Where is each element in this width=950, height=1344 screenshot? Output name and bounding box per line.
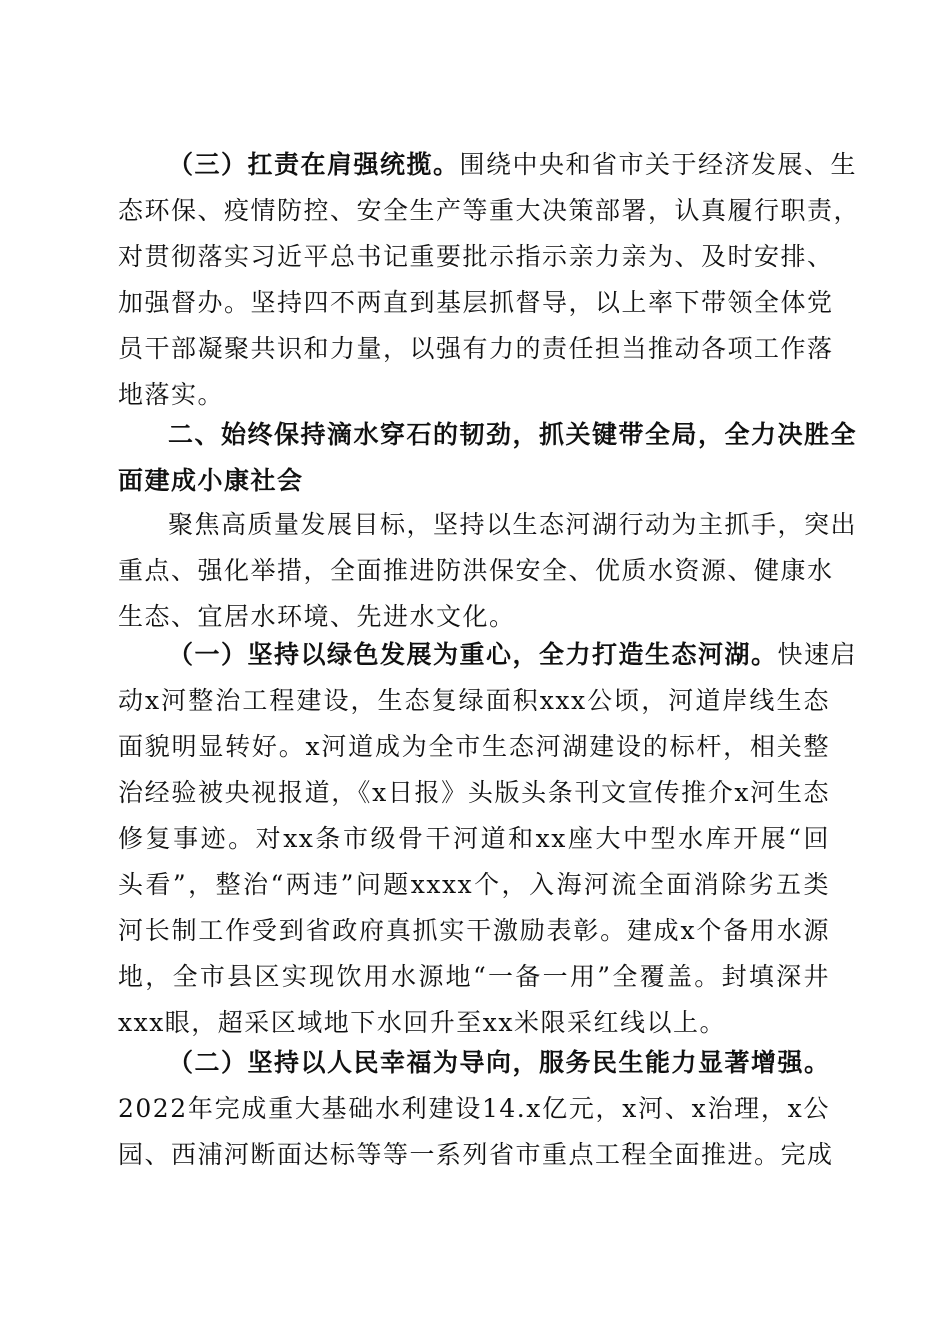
paragraph-line: 生态、宜居水环境、先进水文化。: [118, 602, 516, 631]
paragraph-line: 聚焦高质量发展目标，坚持以生态河湖行动为主抓手，突出: [168, 510, 858, 539]
paragraph-intro: [118, 502, 858, 640]
paragraph-line: [118, 632, 858, 678]
heading-line: 二、始终保持滴水穿石的韧劲，抓关键带全局，全力决胜全: [168, 420, 858, 449]
paragraph-line: 河长制工作受到省政府真抓实干激励表彰。建成x个备用水源: [118, 916, 830, 945]
paragraph-line: 2022年完成重大基础水利建设14.x亿元，x河、x治理，x公: [118, 1094, 830, 1123]
paragraph-line: 园、西浦河断面达标等等一系列省市重点工程全面推进。完成: [118, 1140, 834, 1169]
paragraph-line: 员干部凝聚共识和力量，以强有力的责任担当推动各项工作落: [118, 334, 834, 363]
paragraph-line: 地落实。: [118, 380, 225, 409]
paragraph-people-wellbeing: [118, 1040, 834, 1178]
paragraph-line: 地，全市县区实现饮用水源地“一备一用”全覆盖。封填深井: [118, 962, 830, 991]
paragraph-green-development: [118, 632, 858, 1046]
paragraph-lead: （二）坚持以人民幸福为导向，服务民生能力显著增强。: [168, 1048, 831, 1077]
paragraph-line: 面貌明显转好。x河道成为全市生态河湖建设的标杆，相关整: [118, 732, 830, 761]
paragraph-line: 动x河整治工程建设，生态复绿面积xxx公顷，河道岸线生态: [118, 686, 830, 715]
paragraph-line: [118, 142, 858, 188]
paragraph-line: 头看”，整治“两违”问题xxxx个，入海河流全面消除劣五类: [118, 870, 830, 899]
paragraph-line: 治经验被央视报道，《x日报》头版头条刊文宣传推介x河生态: [118, 778, 830, 807]
paragraph-line: 对贯彻落实习近平总书记重要批示指示亲力亲为、及时安排、: [118, 242, 834, 271]
heading-line: 面建成小康社会: [118, 466, 304, 495]
paragraph-line: 修复事迹。对xx条市级骨干河道和xx座大中型水库开展“回: [118, 824, 830, 853]
paragraph-line: 重点、强化举措，全面推进防洪保安全、优质水资源、健康水: [118, 556, 834, 585]
section-heading: [118, 412, 858, 504]
paragraph-text: 快速启: [777, 640, 858, 669]
paragraph-lead: （一）坚持以绿色发展为重心，全力打造生态河湖。: [168, 640, 778, 669]
paragraph-line: [118, 1040, 830, 1086]
paragraph-line: 加强督办。坚持四不两直到基层抓督导，以上率下带领全体党: [118, 288, 834, 317]
paragraph-line: 态环保、疫情防控、安全生产等重大决策部署，认真履行职责，: [118, 196, 861, 225]
paragraph-responsibility: [118, 142, 861, 418]
paragraph-lead: （三）扛责在肩强统揽。: [168, 150, 460, 179]
paragraph-text: 围绕中央和省市关于经济发展、生: [459, 150, 858, 179]
paragraph-line: xxx眼，超采区域地下水回升至xx米限采红线以上。: [118, 1008, 726, 1037]
